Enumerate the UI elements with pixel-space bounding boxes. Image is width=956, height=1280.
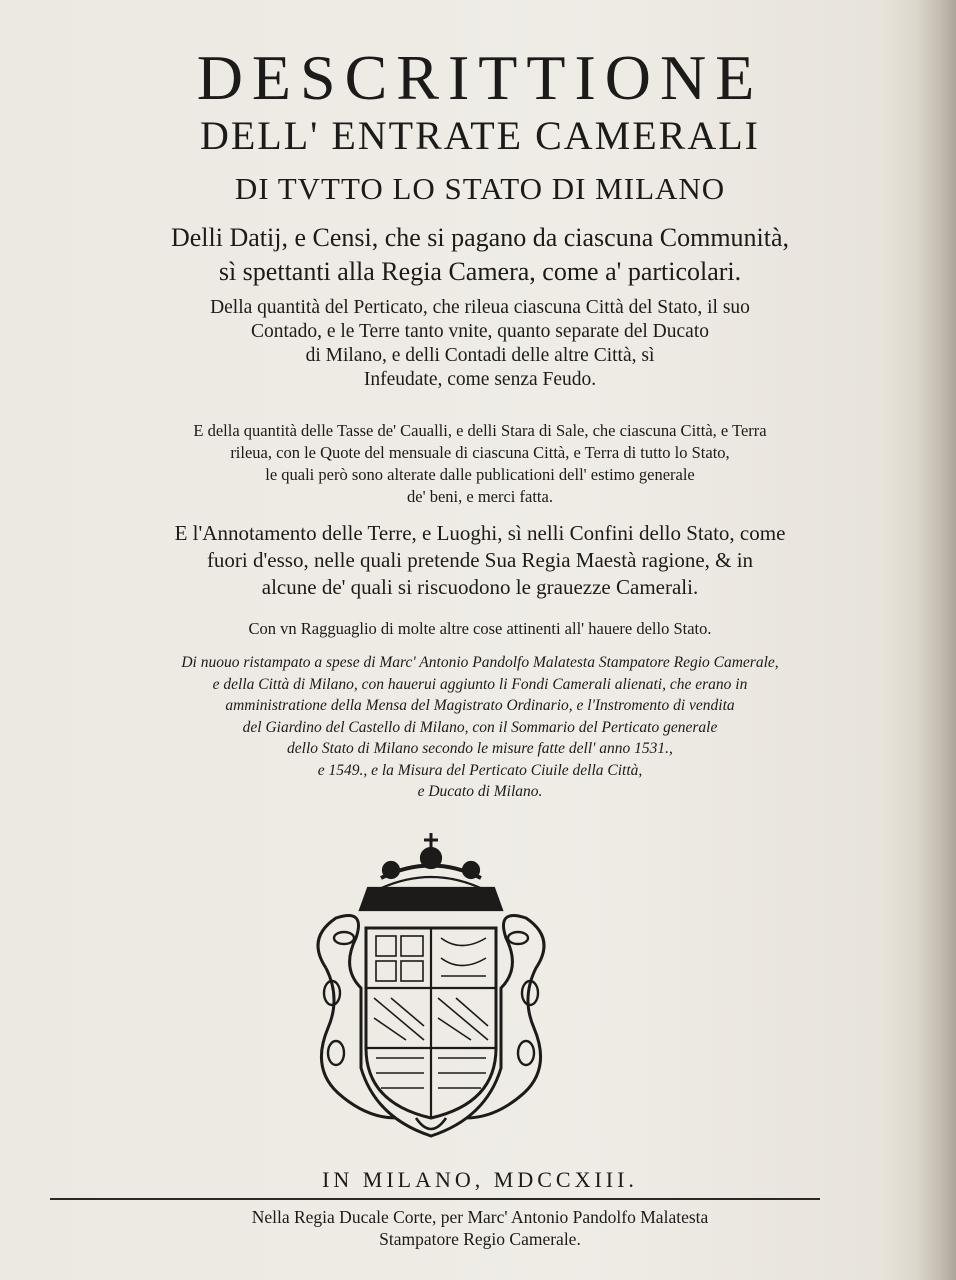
paragraph-line: rileua, con le Quote del mensuale di ciascuna Città, e Terra di tutto lo Stato, (230, 443, 730, 462)
paragraph-line: di Milano, e delli Contadi delle altre Città, sì (305, 345, 655, 366)
paragraph-ristampato (20, 652, 940, 803)
paragraph-line: de' beni, e merci fatta. (407, 487, 553, 506)
paragraph-line: e Ducato di Milano. (417, 783, 543, 800)
paragraph-line: Della quantità del Perticato, che rileua ciascuna Città del Stato, il suo (210, 297, 750, 318)
paragraph-line: del Giardino del Castello di Milano, con il Sommario del Perticato generale (242, 718, 718, 736)
book-title: DESCRITTIONE (196, 42, 764, 113)
paragraph-line: Contado, e le Terre tanto vnite, quanto separate del Ducato (251, 321, 709, 342)
paragraph-line: fuori d'esso, nelle quali pretende Sua Regia Maestà ragione, & in (206, 548, 754, 572)
paragraph-line: dello Stato di Milano secondo le misure fatte dell' anno 1531., (287, 740, 673, 757)
paragraph-line: Infeudate, come senza Feudo. (363, 369, 597, 390)
coat-of-arms-icon (296, 818, 566, 1143)
printer-line-1: Nella Regia Ducale Corte, per Marc' Antonio Pandolfo Malatesta (251, 1207, 709, 1227)
imprint-line: IN MILANO, MDCCXIII. (322, 1167, 638, 1192)
paragraph-perticato (20, 296, 940, 392)
subtitle-3-line-1: Delli Datij, e Censi, che si pagano da ciascuna Communità, (170, 223, 790, 252)
paragraph-line: Di nuouo ristampato a spese di Marc' Antonio Pandolfo Malatesta Stampatore Regio Camerale, (181, 654, 779, 671)
paragraph-line: amministratione della Mensa del Magistrato Ordinario, e l'Instromento di vendita (225, 697, 735, 714)
paragraph-line: E l'Annotamento delle Terre, e Luoghi, sì nelli Confini dello Stato, come (174, 521, 786, 545)
subtitle-3-line-2: sì spettanti alla Regia Camera, come a' particolari. (218, 257, 742, 286)
paragraph-line: alcune de' quali si riscuodono le grauezze Camerali. (261, 575, 699, 599)
paragraph-ragguaglio: Con vn Ragguaglio di molte altre cose attinenti all' hauere dello Stato. (248, 619, 712, 638)
paragraph-line: e 1549., e la Misura del Perticato Ciuile della Città, (317, 761, 643, 779)
paragraph-annotamento (20, 520, 940, 601)
book-subtitle-2: DI TVTTO LO STATO DI MILANO (234, 171, 726, 206)
paragraph-line: le quali però sono alterate dalle publicationi dell' estimo generale (265, 465, 695, 484)
printer-line-2: Stampatore Regio Camerale. (379, 1229, 581, 1249)
paragraph-line: E della quantità delle Tasse de' Caualli, e delli Stara di Sale, che ciascuna Città, e Terra (193, 421, 767, 440)
divider-rule (50, 1198, 820, 1200)
paragraph-line: e della Città di Milano, con hauerui aggiunto li Fondi Camerali alienati, che erano in (212, 675, 748, 693)
book-subtitle-1: DELL' ENTRATE CAMERALI (199, 113, 761, 158)
paragraph-tasse (20, 420, 940, 508)
